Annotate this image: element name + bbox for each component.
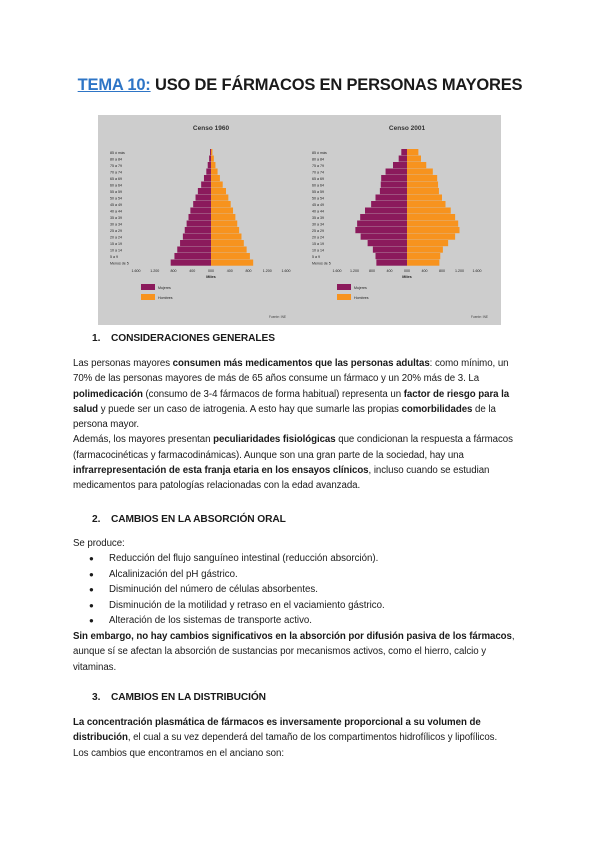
bar-left — [201, 182, 211, 188]
text-bold: infrarrepresentación de esta franja etaria en los ensayos clínicos — [73, 465, 369, 477]
bar-left — [210, 149, 211, 155]
x-tick-label: 1.600 — [131, 269, 141, 273]
section-3-body — [73, 715, 535, 761]
age-label: Menos de 5 — [110, 261, 129, 266]
age-label: 15 a 19 — [312, 241, 324, 246]
bar-left — [393, 162, 407, 168]
age-label: 60 a 64 — [312, 183, 324, 188]
section-1-body — [73, 356, 535, 494]
bar-left — [171, 260, 211, 266]
bar-left — [399, 156, 407, 162]
age-label: 5 a 9 — [312, 254, 320, 259]
text: que condicionan la respuesta a fármacos — [335, 434, 513, 446]
bar-right — [211, 149, 212, 155]
text: de la — [472, 403, 496, 415]
bar-left — [196, 195, 211, 201]
bar-left — [174, 253, 211, 259]
section-1-number: 1. — [92, 333, 101, 344]
legend-label: Mujeres — [158, 286, 171, 290]
x-tick-label: 400 — [189, 269, 196, 273]
s1-line-4 — [73, 402, 535, 417]
bar-right — [211, 162, 215, 168]
s2-line-1 — [73, 629, 535, 644]
section-2-title: CAMBIOS EN LA ABSORCIÓN ORAL — [111, 514, 286, 525]
text-bold: polimedicación — [73, 388, 143, 400]
pyramid-title-0: Censo 1960 — [192, 125, 230, 132]
bar-left — [360, 214, 407, 220]
text-bold: factor de riesgo para la — [403, 388, 510, 400]
text: y puede ser un caso de iatrogenia. A esto hay que sumarle las propias — [98, 403, 402, 415]
bar-right — [211, 240, 244, 246]
list-item: ● Alteración de los sistemas de transporte activo. — [89, 613, 385, 629]
bar-right — [407, 175, 437, 181]
text: , — [511, 631, 515, 642]
bar-right — [407, 188, 439, 194]
s1-line-7: (farmacocinéticas y farmacodinámicas). Aunque son una gran parte de la sociedad, hay una — [73, 449, 464, 461]
section-2-heading — [92, 514, 286, 525]
age-label: 35 a 39 — [110, 215, 122, 220]
legend-swatch-hombres — [337, 294, 351, 300]
age-label: 25 a 29 — [110, 228, 122, 233]
section-1-title: CONSIDERACIONES GENERALES — [111, 333, 275, 344]
x-tick-label: 400 — [386, 269, 393, 273]
bar-left — [368, 240, 407, 246]
bar-left — [204, 175, 211, 181]
s3-line-2 — [73, 730, 535, 745]
age-label: 20 a 24 — [110, 235, 122, 240]
text-bold: comorbilidades — [401, 403, 473, 415]
age-label: 60 a 64 — [110, 183, 122, 188]
bar-right — [407, 240, 448, 246]
age-label: 35 a 39 — [312, 215, 324, 220]
x-tick-label: 1.600 — [281, 269, 291, 273]
legend-swatch-mayores — [337, 284, 351, 290]
title-text: USO DE FÁRMACOS EN PERSONAS MAYORES — [150, 76, 523, 94]
x-tick-label: 800 — [439, 269, 445, 273]
bar-left — [376, 195, 408, 201]
bar-right — [407, 208, 451, 214]
bar-right — [211, 260, 253, 266]
population-pyramids-figure — [98, 115, 501, 325]
list-item: ● Reducción del flujo sanguíneo intestinal (reducción absorción). — [89, 551, 385, 567]
x-tick-label: 800 — [245, 269, 252, 273]
bar-left — [198, 188, 211, 194]
x-tick-label: 000 — [208, 269, 214, 273]
text: Además, los mayores presentan — [73, 434, 214, 446]
age-label: 10 a 14 — [110, 248, 122, 253]
bar-right — [407, 201, 446, 207]
bar-right — [211, 247, 247, 253]
list-item: ● Alcalinización del pH gástrico. — [89, 567, 385, 583]
s3-line-3: Los cambios que encontramos en el anciano son: — [73, 747, 284, 759]
section-2-intro: Se produce: — [73, 538, 125, 549]
bar-left — [208, 162, 211, 168]
bar-left — [376, 253, 408, 259]
legend-swatch-mayores — [141, 284, 155, 290]
age-label: 20 a 24 — [312, 235, 324, 240]
text-bold: consumen más medicamentos que las personas adultas — [172, 358, 430, 369]
bar-right — [407, 260, 439, 266]
age-label: 30 a 34 — [312, 222, 324, 227]
bar-right — [211, 208, 233, 214]
section-1-heading — [92, 333, 275, 344]
bar-right — [407, 247, 443, 253]
section-3-heading — [92, 692, 266, 703]
bar-right — [211, 221, 237, 227]
bar-right — [407, 156, 421, 162]
bar-right — [407, 169, 433, 175]
bar-left — [357, 221, 407, 227]
legend-label: Hombres — [354, 296, 369, 300]
bar-left — [381, 182, 407, 188]
bar-left — [193, 201, 211, 207]
bar-left — [209, 156, 211, 162]
bar-left — [376, 260, 407, 266]
x-tick-label: 400 — [421, 269, 428, 273]
x-tick-label: 1.200 — [455, 269, 464, 273]
age-label: 70 a 74 — [312, 170, 324, 175]
title-tema: TEMA 10: — [77, 76, 151, 94]
age-label: 70 a 74 — [110, 170, 122, 175]
page-title — [0, 76, 600, 95]
list-item: ● Disminución de la motilidad y retraso en el vaciamiento gástrico. — [89, 598, 385, 614]
x-tick-label: 800 — [369, 269, 375, 273]
age-label: 65 a 69 — [110, 176, 122, 181]
bar-left — [185, 227, 211, 233]
text-bold: La concentración plasmática de fármacos es inversamente proporcional a su volumen de — [73, 717, 481, 728]
x-tick-label: 800 — [170, 269, 177, 273]
age-label: 80 a 84 — [312, 157, 324, 162]
x-tick-label: 1.200 — [350, 269, 359, 273]
bar-right — [407, 234, 455, 240]
bar-left — [189, 214, 212, 220]
s1-line-9: medicamentos para patologías relacionadas con la edad avanzada. — [73, 480, 361, 492]
x-tick-label: 1.600 — [332, 269, 342, 273]
age-label: 5 a 9 — [110, 254, 118, 259]
bar-left — [187, 221, 211, 227]
age-label: 15 a 19 — [110, 241, 122, 246]
source-note: Fuente: INE — [268, 315, 286, 319]
text-bold: distribución — [73, 732, 128, 744]
text: , incluso cuando se estudian — [368, 465, 490, 477]
bar-right — [211, 227, 239, 233]
bar-left — [177, 247, 211, 253]
source-note: Fuente: INE — [470, 315, 488, 319]
section-3-title: CAMBIOS EN LA DISTRIBUCIÓN — [111, 692, 266, 703]
x-tick-label: 1.200 — [262, 269, 272, 273]
text: Las personas mayores — [73, 358, 173, 369]
age-label: 25 a 29 — [312, 228, 324, 233]
text-bold: Sin embargo, no hay cambios significativos en la absorción por difusión pasiva de los fármacos — [73, 631, 512, 642]
bar-left — [380, 188, 407, 194]
bar-right — [211, 156, 214, 162]
bar-right — [211, 195, 228, 201]
bar-right — [211, 214, 235, 220]
absorption-changes-list — [89, 551, 385, 629]
section-2-body — [73, 629, 535, 675]
bar-right — [407, 253, 440, 259]
x-tick-label: 000 — [404, 269, 410, 273]
bar-right — [407, 195, 442, 201]
s1-line-8 — [73, 463, 535, 478]
age-label: 40 a 44 — [110, 209, 122, 214]
bar-right — [211, 201, 231, 207]
bar-right — [407, 214, 455, 220]
list-item: ● Disminución del número de células absorbentes. — [89, 582, 385, 598]
s1-line-2: 70% de las personas mayores de más de 65 años consume un fármaco y un 20% más de 3. La — [73, 373, 480, 385]
s1-line-6 — [73, 432, 535, 447]
age-label: 75 a 79 — [312, 163, 324, 168]
section-3-number: 3. — [92, 692, 101, 703]
bar-right — [407, 227, 460, 233]
s2-line-2: aunque sí se afectan la absorción de sustancias por mecanismos activos, como el hierro, calcio y — [73, 646, 487, 658]
age-label: 65 a 69 — [312, 176, 324, 181]
age-label: 55 a 59 — [110, 189, 122, 194]
s1-line-3 — [73, 387, 535, 402]
text: : como mínimo, un — [429, 358, 509, 369]
bar-left — [386, 169, 407, 175]
bar-right — [407, 182, 438, 188]
legend-label: Hombres — [158, 296, 173, 300]
age-label: 55 a 59 — [312, 189, 324, 194]
age-label: 10 a 14 — [312, 248, 324, 253]
legend-label: Mujeres — [354, 286, 367, 290]
pyramid-title-1: Censo 2001 — [388, 125, 426, 132]
bar-right — [211, 253, 250, 259]
bar-left — [206, 169, 211, 175]
s3-line-1 — [73, 715, 535, 730]
bar-right — [407, 221, 458, 227]
s1-line-5: persona mayor. — [73, 419, 140, 431]
age-label: 45 a 49 — [312, 202, 324, 207]
age-label: 40 a 44 — [312, 209, 324, 214]
bar-left — [373, 247, 407, 253]
age-label: Menos de 5 — [312, 261, 331, 266]
x-axis-label: Miles — [206, 275, 216, 279]
bar-left — [371, 201, 407, 207]
text: (consumo de 3-4 fármacos de forma habitual) representa un — [142, 388, 404, 400]
age-label: 75 a 79 — [110, 163, 122, 168]
age-label: 50 a 54 — [110, 196, 122, 201]
bar-left — [401, 149, 407, 155]
age-label: 85 ó más — [110, 150, 125, 155]
age-label: 50 a 54 — [312, 196, 324, 201]
age-label: 85 ó más — [312, 150, 327, 155]
bar-right — [211, 169, 218, 175]
s1-line-1 — [73, 356, 535, 371]
bar-right — [211, 175, 220, 181]
s2-line-3: vitaminas. — [73, 661, 117, 673]
bar-left — [183, 234, 211, 240]
bar-right — [211, 188, 226, 194]
section-2-number: 2. — [92, 514, 101, 525]
bar-right — [211, 182, 223, 188]
x-axis-label: Miles — [402, 275, 412, 279]
text-bold: peculiaridades fisiológicas — [213, 434, 336, 446]
bar-left — [355, 227, 407, 233]
legend-swatch-hombres — [141, 294, 155, 300]
age-label: 45 a 49 — [110, 202, 122, 207]
bar-left — [381, 175, 407, 181]
text: , el cual a su vez dependerá del tamaño de los compartimentos hidrofílicos y lipofílicos. — [127, 732, 498, 744]
age-label: 80 a 84 — [110, 157, 122, 162]
age-label: 30 a 34 — [110, 222, 122, 227]
population-pyramids-svg — [98, 115, 501, 325]
bar-right — [407, 149, 418, 155]
bar-right — [211, 234, 241, 240]
bar-left — [361, 234, 407, 240]
bar-right — [407, 162, 426, 168]
bar-left — [365, 208, 407, 214]
bar-left — [190, 208, 211, 214]
bar-left — [180, 240, 211, 246]
text-bold: salud — [73, 403, 99, 415]
x-tick-label: 400 — [226, 269, 233, 273]
x-tick-label: 1.200 — [150, 269, 160, 273]
x-tick-label: 1.600 — [472, 269, 482, 273]
